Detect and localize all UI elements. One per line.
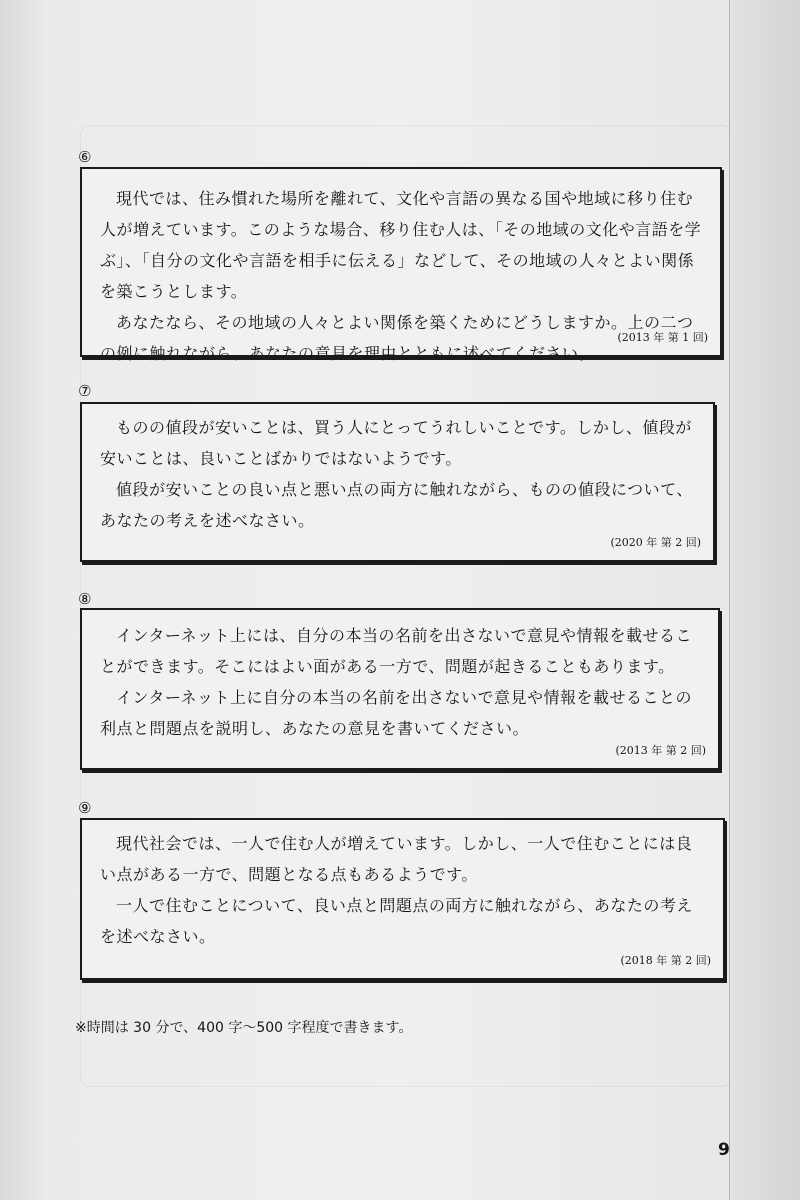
adjacent-page-edge — [729, 0, 800, 1200]
question-7-paragraph-1: ものの値段が安いことは、買う人にとってうれしいことです。しかし、値段が安いことは、良いことばかりではないようです。 — [100, 418, 692, 468]
question-7-source: (2020 年 第 2 回) — [610, 536, 701, 549]
question-box-8 — [80, 608, 720, 770]
page-number: 9 — [718, 1140, 730, 1160]
question-8-paragraph-2: インターネット上に自分の本当の名前を出さないで意見や情報を載せることの利点と問題点を説明し、あなたの意見を書いてください。 — [100, 688, 693, 738]
question-number-8: ⑧ — [78, 590, 92, 608]
question-number-6: ⑥ — [78, 148, 92, 166]
question-box-9 — [80, 818, 725, 980]
question-6-paragraph-1: 現代では、住み慣れた場所を離れて、文化や言語の異なる国や地域に移り住む人が増えています。このような場合、移り住む人は、「その地域の文化や言語を学ぶ」、「自分の文化や言語を相手に伝える」などして、その地域の人々とよい関係を築こうとします。 — [100, 189, 702, 301]
question-6-paragraph-2: あなたなら、その地域の人々とよい関係を築くためにどうしますか。上の二つの例に触れながら、あなたの意見を理由とともに述べてください。 — [100, 313, 694, 363]
question-box-7 — [80, 402, 715, 562]
question-7-paragraph-2: 値段が安いことの良い点と悪い点の両方に触れながら、ものの値段について、あなたの考えを述べなさい。 — [100, 480, 693, 530]
question-8-paragraph-1: インターネット上には、自分の本当の名前を出さないで意見や情報を載せることができます。そこにはよい面がある一方で、問題が起きることもあります。 — [100, 626, 693, 676]
question-box-6 — [80, 167, 722, 363]
question-9-paragraph-1: 現代社会では、一人で住む人が増えています。しかし、一人で住むことには良い点がある一方で、問題となる点もあるようです。 — [100, 834, 693, 884]
question-9-source: (2018 年 第 2 回) — [620, 954, 711, 967]
question-9-paragraph-2: 一人で住むことについて、良い点と問題点の両方に触れながら、あなたの考えを述べなさい。 — [100, 896, 693, 946]
question-8-source: (2013 年 第 2 回) — [615, 744, 706, 757]
time-note: ※時間は 30 分で、400 字～500 字程度で書きます。 — [75, 1020, 413, 1036]
question-number-9: ⑨ — [78, 799, 92, 817]
question-number-7: ⑦ — [78, 382, 92, 400]
question-6-source: (2013 年 第 1 回) — [617, 331, 708, 344]
